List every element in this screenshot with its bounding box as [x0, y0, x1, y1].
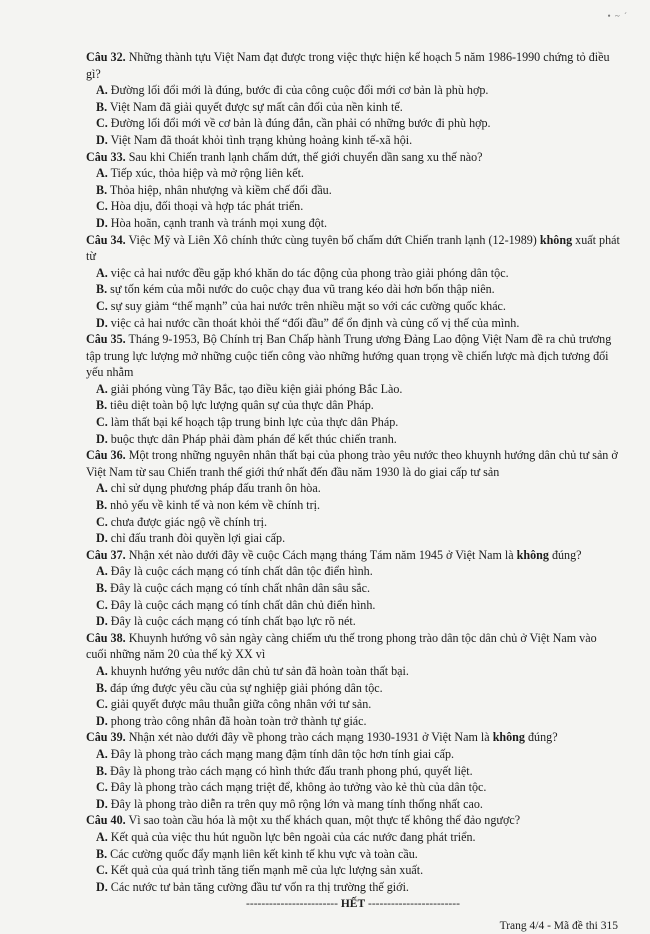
question-stem — [86, 232, 620, 265]
answer-option — [96, 315, 620, 332]
answer-text: chỉ đấu tranh đòi quyền lợi giai cấp. — [110, 531, 286, 546]
question-stem — [86, 447, 620, 480]
question-block — [86, 630, 620, 730]
answer-option — [96, 82, 620, 99]
corner-mark: • ~ ´ — [607, 11, 628, 21]
answer-option — [96, 431, 620, 448]
question-stem — [86, 149, 620, 166]
answer-option — [96, 281, 620, 298]
answer-letter: B. — [96, 846, 108, 861]
answer-option — [96, 696, 620, 713]
answer-letter: B. — [96, 581, 108, 595]
question-number: Câu 36. — [86, 448, 126, 463]
question-stem — [86, 630, 620, 663]
answer-letter: B. — [96, 282, 108, 297]
answer-text: Đây là cuộc cách mạng có tính chất dân tộc điển hình. — [110, 564, 373, 579]
question-text: Khuynh hướng vô sản ngày càng chiếm ưu thế trong phong trào dân tộc dân chủ ở Việt Nam vào cuối những năm 20 của thế kỷ XX vì — [86, 630, 597, 662]
answer-text: nhỏ yếu về kinh tế và non kém về chính trị. — [110, 498, 321, 513]
end-dashes-right: ------------------------ — [368, 898, 460, 911]
question-stem — [86, 812, 620, 829]
answer-letter: B. — [96, 763, 108, 778]
answer-option — [96, 829, 620, 846]
question-number: Câu 38. — [86, 630, 126, 645]
answer-text: làm thất bại kế hoạch tập trung binh lực của thực dân Pháp. — [110, 415, 399, 430]
question-text-end: đúng? — [551, 547, 582, 562]
answer-text: buộc thực dân Pháp phải đàm phán để kết thúc chiến tranh. — [110, 431, 397, 446]
question-number: Câu 35. — [86, 332, 126, 347]
answer-text: chưa được giác ngộ về chính trị. — [110, 514, 267, 529]
answer-letter: C. — [96, 514, 108, 529]
answer-option — [96, 215, 620, 232]
answer-option — [96, 99, 620, 116]
question-block — [86, 447, 620, 547]
answer-text: Tiếp xúc, thỏa hiệp và mở rộng liên kết. — [110, 166, 304, 181]
answer-letter: D. — [96, 796, 108, 811]
end-word: HẾT — [340, 898, 366, 911]
question-emphasis: không — [492, 730, 525, 745]
answer-letter: A. — [96, 829, 108, 844]
answer-text: tiêu diệt toàn bộ lực lượng quân sự của thực dân Pháp. — [110, 398, 374, 413]
answer-option — [96, 132, 620, 149]
answer-text: Đây là phong trào cách mạng mang đậm tính dân tộc hơn tính giai cấp. — [110, 746, 455, 761]
answer-text: Hòa hoãn, cạnh tranh và tránh mọi xung đột. — [110, 215, 328, 230]
question-block — [86, 232, 620, 332]
answer-option — [96, 480, 620, 497]
answer-option — [96, 663, 620, 680]
answer-text: Thỏa hiệp, nhân nhượng và kiềm chế đối đầu. — [109, 182, 332, 197]
answer-text: Đường lối đổi mới về cơ bản là đúng đắn, cần phải có những bước đi phù hợp. — [110, 116, 491, 131]
answer-text: khuynh hướng yêu nước dân chủ tư sản đã hoàn toàn thất bại. — [110, 663, 409, 678]
question-text: Nhận xét nào dưới đây về phong trào cách mạng 1930-1931 ở Việt Nam là — [128, 730, 490, 745]
answer-option — [96, 530, 620, 547]
question-text: Việc Mỹ và Liên Xô chính thức cùng tuyên bố chấm dứt Chiến tranh lạnh (12-1989) — [128, 232, 537, 247]
answer-option — [96, 613, 620, 630]
answer-letter: B. — [96, 182, 108, 197]
answer-text: việc cả hai nước cần thoát khỏi thế “đối đầu” để ổn định và củng cố vị thế của mình. — [110, 315, 520, 330]
answer-letter: C. — [96, 298, 108, 313]
end-dashes-left: ------------------------ — [246, 898, 338, 911]
answer-letter: A. — [96, 746, 108, 761]
answer-option — [96, 713, 620, 730]
answer-letter: B. — [96, 680, 108, 695]
answer-option — [96, 414, 620, 431]
answer-text: Hòa dịu, đối thoại và hợp tác phát triển. — [110, 199, 304, 214]
question-list — [86, 49, 620, 895]
answer-letter: A. — [96, 663, 108, 678]
answer-text: sự tốn kém của mỗi nước do cuộc chạy đua vũ trang kéo dài hơn bốn thập niên. — [110, 282, 495, 297]
answer-option — [96, 680, 620, 697]
answer-option — [96, 165, 620, 182]
answer-letter: B. — [96, 398, 108, 413]
answer-option — [96, 514, 620, 531]
question-block — [86, 149, 620, 232]
answer-text: Đây là cuộc cách mạng có tính chất bạo lực rõ nét. — [110, 614, 356, 629]
question-number: Câu 32. — [86, 50, 126, 64]
answer-option — [96, 381, 620, 398]
answer-text: Đây là cuộc cách mạng có tính chất nhân dân sâu sắc. — [110, 581, 371, 595]
question-stem — [86, 547, 620, 564]
question-text: Vì sao toàn cầu hóa là một xu thế khách quan, một thực tế không thể đảo ngược? — [128, 813, 521, 828]
question-block — [86, 729, 620, 812]
answer-text: việc cả hai nước đều gặp khó khăn do tác động của phong trào giải phóng dân tộc. — [110, 265, 509, 280]
question-text: Sau khi Chiến tranh lạnh chấm dứt, thế giới chuyển dần sang xu thế nào? — [128, 149, 483, 164]
answer-letter: A. — [96, 481, 108, 496]
answer-letter: C. — [96, 780, 108, 795]
question-block — [86, 812, 620, 895]
question-number: Câu 34. — [86, 232, 126, 247]
question-number: Câu 40. — [86, 813, 126, 828]
question-emphasis: không — [516, 547, 549, 562]
end-marker — [86, 896, 620, 913]
answer-option — [96, 563, 620, 580]
answer-letter: C. — [96, 415, 108, 430]
answer-letter: A. — [96, 265, 108, 280]
answer-option — [96, 115, 620, 132]
answer-text: giải quyết được mâu thuẫn giữa công nhân với tư sản. — [110, 697, 372, 712]
question-stem — [86, 331, 620, 381]
question-number: Câu 37. — [86, 547, 126, 562]
answer-option — [96, 265, 620, 282]
answer-text: phong trào công nhân đã hoàn toàn trở thành tự giác. — [110, 713, 367, 728]
answer-option — [96, 580, 620, 597]
answer-letter: A. — [96, 166, 108, 181]
question-block — [86, 547, 620, 630]
answer-letter: B. — [96, 99, 108, 114]
answer-text: Đây là cuộc cách mạng có tính chất dân chủ điển hình. — [110, 597, 376, 612]
answer-option — [96, 497, 620, 514]
answer-letter: C. — [96, 863, 108, 878]
answer-text: Đây là phong trào cách mạng triệt để, không ảo tưởng vào kẻ thù của dân tộc. — [110, 780, 487, 795]
question-text: Những thành tựu Việt Nam đạt được trong việc thực hiện kế hoạch 5 năm 1986-1990 chứng tỏ điều gì? — [86, 50, 610, 81]
question-stem — [86, 49, 620, 82]
answer-option — [96, 779, 620, 796]
answer-option — [96, 862, 620, 879]
answer-letter: A. — [96, 83, 108, 98]
answer-text: chỉ sử dụng phương pháp đấu tranh ôn hòa. — [110, 481, 321, 496]
answer-option — [96, 397, 620, 414]
answer-text: giải phóng vùng Tây Bắc, tạo điều kiện giải phóng Bắc Lào. — [110, 381, 403, 396]
answer-letter: D. — [96, 531, 108, 546]
answer-letter: D. — [96, 879, 108, 894]
answer-letter: A. — [96, 381, 108, 396]
answer-letter: D. — [96, 315, 108, 330]
answer-option — [96, 846, 620, 863]
question-emphasis: không — [539, 232, 573, 247]
answer-text: sự suy giảm “thế mạnh” của hai nước trên nhiều mặt so với các cường quốc khác. — [110, 298, 506, 313]
answer-text: Việt Nam đã thoát khỏi tình trạng khủng hoảng kinh tế-xã hội. — [110, 132, 413, 147]
answer-letter: C. — [96, 597, 108, 612]
answer-letter: B. — [96, 498, 108, 513]
answer-letter: D. — [96, 713, 108, 728]
answer-letter: A. — [96, 564, 108, 579]
answer-text: Đây là phong trào cách mạng có hình thức đấu tranh phong phú, quyết liệt. — [110, 763, 473, 778]
answer-text: Kết quả của quá trình tăng tiến mạnh mẽ của lực lượng sản xuất. — [110, 863, 424, 878]
question-text: Nhận xét nào dưới đây về cuộc Cách mạng tháng Tám năm 1945 ở Việt Nam là — [128, 547, 514, 562]
answer-letter: C. — [96, 697, 108, 712]
question-block — [86, 49, 620, 149]
answer-letter: D. — [96, 431, 108, 446]
page-footer: Trang 4/4 - Mã đề thi 315 — [499, 919, 618, 932]
answer-letter: D. — [96, 614, 108, 629]
answer-text: Kết quả của việc thu hút nguồn lực bên ngoài của các nước đang phát triển. — [110, 829, 476, 844]
answer-option — [96, 746, 620, 763]
answer-option — [96, 597, 620, 614]
answer-option — [96, 298, 620, 315]
question-text-end: xuất phát từ — [86, 232, 620, 264]
answer-text: Đây là phong trào diễn ra trên quy mô rộng lớn và mang tính thống nhất cao. — [110, 796, 483, 811]
question-stem — [86, 729, 620, 746]
question-block — [86, 331, 620, 447]
question-text: Tháng 9-1953, Bộ Chính trị Ban Chấp hành Trung ương Đảng Lao động Việt Nam đề ra chủ trương tập trung lực lượng mở những cuộc tiến công vào những hướng quan trọng về chiến lược mà địch tương đối yếu nhằm — [86, 332, 612, 380]
answer-letter: D. — [96, 132, 108, 147]
answer-option — [96, 763, 620, 780]
answer-text: Đường lối đổi mới là đúng, bước đi của công cuộc đổi mới cơ bản là phù hợp. — [110, 83, 489, 98]
answer-text: Các nước tư bản tăng cường đầu tư vốn ra thị trường thế giới. — [110, 879, 409, 894]
answer-text: Việt Nam đã giải quyết được sự mất cân đối của nền kinh tế. — [109, 99, 403, 114]
answer-option — [96, 198, 620, 215]
answer-letter: C. — [96, 199, 108, 214]
answer-option — [96, 796, 620, 813]
question-text-end: đúng? — [528, 730, 558, 745]
answer-text: đáp ứng được yêu cầu của sự nghiệp giải phóng dân tộc. — [110, 680, 383, 695]
answer-option — [96, 182, 620, 199]
answer-letter: C. — [96, 116, 108, 131]
question-number: Câu 33. — [86, 149, 126, 164]
answer-text: Các cường quốc đẩy mạnh liên kết kinh tế khu vực và toàn cầu. — [110, 846, 418, 861]
answer-letter: D. — [96, 215, 108, 230]
question-text: Một trong những nguyên nhân thất bại của phong trào yêu nước theo khuynh hướng dân chủ tư sản ở Việt Nam từ sau Chiến tranh thế giới thứ nhất đến đầu năm 1930 là do giai cấp tư sản — [86, 448, 618, 479]
answer-option — [96, 879, 620, 896]
question-number: Câu 39. — [86, 730, 126, 745]
